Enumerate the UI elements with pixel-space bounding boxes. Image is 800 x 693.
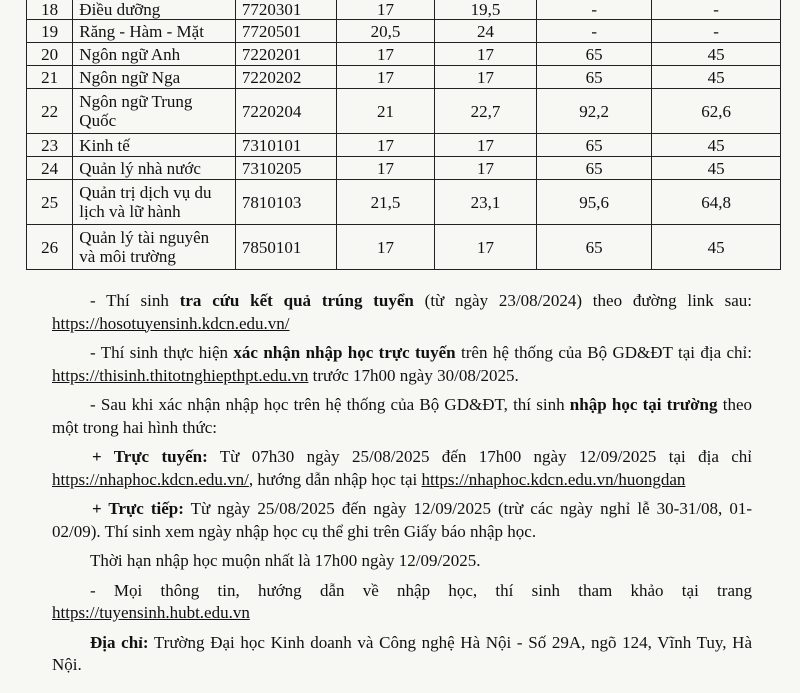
cell-stt: 26 xyxy=(27,225,73,270)
cell-stt: 18 xyxy=(27,0,73,20)
cell-score-1: 17 xyxy=(337,66,435,89)
table-row xyxy=(27,157,781,180)
cell-major-name: Ngôn ngữ Nga xyxy=(73,66,236,89)
note-in-person-enrollment xyxy=(52,498,752,543)
cell-score-4: 45 xyxy=(652,157,781,180)
cell-score-2: 17 xyxy=(434,134,536,157)
cell-major-name: Điều dưỡng xyxy=(73,0,236,20)
cell-major-code: 7850101 xyxy=(235,225,336,270)
cell-major-name: Ngôn ngữ Anh xyxy=(73,43,236,66)
admission-score-table xyxy=(26,0,781,270)
online-enrollment-link[interactable]: https://nhaphoc.kdcn.edu.vn/ xyxy=(52,469,249,489)
cell-score-1: 17 xyxy=(337,134,435,157)
note-text: - Thí sinh thực hiện xyxy=(90,343,234,362)
cell-major-code: 7220202 xyxy=(235,66,336,89)
cell-major-code: 7310101 xyxy=(235,134,336,157)
ministry-system-link[interactable]: https://thisinh.thitotnghiepthpt.edu.vn xyxy=(52,365,309,385)
note-text: , hướng dẫn nhập học tại xyxy=(248,469,422,489)
cell-major-code: 7220201 xyxy=(235,43,336,66)
cell-score-4: 45 xyxy=(652,43,781,66)
table-row xyxy=(27,180,781,225)
cell-score-2: 17 xyxy=(434,225,536,270)
table-row xyxy=(27,0,781,20)
cell-stt: 22 xyxy=(27,89,73,134)
cell-score-4: - xyxy=(652,0,781,20)
note-text: (từ ngày 23/08/2024) theo đường link sau: xyxy=(413,291,752,310)
cell-score-1: 17 xyxy=(337,43,435,66)
cell-score-3: 65 xyxy=(537,225,652,270)
enrollment-guide-link[interactable]: https://nhaphoc.kdcn.edu.vn/huongdan xyxy=(421,469,686,489)
note-text: - Thí sinh xyxy=(90,291,180,310)
cell-score-2: 22,7 xyxy=(434,89,536,134)
cell-score-2: 17 xyxy=(434,43,536,66)
cell-score-3: - xyxy=(537,20,652,43)
note-online-enrollment xyxy=(52,446,752,491)
cell-score-4: 62,6 xyxy=(652,89,781,134)
note-text: Từ 07h30 ngày 25/08/2025 đến 17h00 ngày 12/09/2025 tại địa chỉ xyxy=(207,447,752,466)
cell-major-code: 7720501 xyxy=(235,20,336,43)
cell-major-name: Quản trị dịch vụ du lịch và lữ hành xyxy=(73,180,236,225)
cell-score-2: 17 xyxy=(434,66,536,89)
note-address xyxy=(52,632,752,677)
note-more-info xyxy=(52,580,752,625)
note-enrollment-methods xyxy=(52,394,752,439)
cell-score-4: - xyxy=(652,20,781,43)
cell-major-name: Kinh tế xyxy=(73,134,236,157)
cell-score-2: 19,5 xyxy=(434,0,536,20)
table-row xyxy=(27,225,781,270)
cell-score-4: 45 xyxy=(652,66,781,89)
note-text: Trường Đại học Kinh doanh và Công nghệ Hà Nội - Số 29A, ngõ 124, Vĩnh Tuy, Hà Nội. xyxy=(52,632,753,674)
note-online-confirmation xyxy=(52,342,752,387)
cell-stt: 21 xyxy=(27,66,73,89)
cell-score-1: 17 xyxy=(337,0,435,20)
note-text: trên hệ thống của Bộ GD&ĐT tại địa chỉ: xyxy=(455,343,753,362)
cell-major-name: Quản lý nhà nước xyxy=(73,157,236,180)
cell-score-3: 65 xyxy=(537,43,652,66)
note-bold-text: + Trực tuyến: xyxy=(92,447,208,466)
cell-major-code: 7720301 xyxy=(235,0,336,20)
cell-major-name: Ngôn ngữ Trung Quốc xyxy=(73,89,236,134)
table-row xyxy=(27,43,781,66)
cell-major-name: Quản lý tài nguyên và môi trường xyxy=(73,225,236,270)
cell-stt: 19 xyxy=(27,20,73,43)
cell-score-1: 17 xyxy=(337,225,435,270)
cell-major-code: 7220204 xyxy=(235,89,336,134)
cell-stt: 24 xyxy=(27,157,73,180)
admissions-site-link[interactable]: https://tuyensinh.hubt.edu.vn xyxy=(52,603,250,622)
note-text: theo một trong hai hình thức: xyxy=(52,395,752,437)
cell-score-1: 20,5 xyxy=(337,20,435,43)
results-lookup-link[interactable]: https://hosotuyensinh.kdcn.edu.vn/ xyxy=(52,313,290,333)
cell-score-3: - xyxy=(537,0,652,20)
cell-score-4: 45 xyxy=(652,134,781,157)
note-text: - Sau khi xác nhận nhập học trên hệ thống của Bộ GD&ĐT, thí sinh xyxy=(90,395,570,414)
cell-stt: 25 xyxy=(27,180,73,225)
note-text: - Mọi thông tin, hướng dẫn về nhập học, thí sinh tham khảo tại trang xyxy=(90,580,752,600)
cell-score-1: 17 xyxy=(337,157,435,180)
note-text: trước 17h00 ngày 30/08/2025. xyxy=(308,365,519,385)
cell-score-4: 64,8 xyxy=(652,180,781,225)
cell-score-3: 65 xyxy=(537,157,652,180)
cell-score-3: 65 xyxy=(537,66,652,89)
cell-stt: 23 xyxy=(27,134,73,157)
cell-score-2: 23,1 xyxy=(434,180,536,225)
cell-major-code: 7310205 xyxy=(235,157,336,180)
note-bold-text: nhập học tại trường xyxy=(569,395,718,414)
cell-score-2: 17 xyxy=(434,157,536,180)
cell-score-2: 24 xyxy=(434,20,536,43)
cell-major-code: 7810103 xyxy=(235,180,336,225)
note-text: Từ ngày 25/08/2025 đến ngày 12/09/2025 (trừ các ngày nghỉ lễ 30-31/08, 01-02/09). Thí sinh xem ngày nhập học cụ thể ghi trên Giấy báo nhập học. xyxy=(52,499,752,541)
note-lookup-results xyxy=(52,290,752,335)
cell-score-3: 92,2 xyxy=(537,89,652,134)
note-bold-text: tra cứu kết quả trúng tuyển xyxy=(179,291,414,310)
cell-score-3: 65 xyxy=(537,134,652,157)
cell-score-1: 21,5 xyxy=(337,180,435,225)
table-row xyxy=(27,66,781,89)
admission-notes xyxy=(52,290,752,684)
note-bold-text: xác nhận nhập học trực tuyến xyxy=(233,343,456,362)
cell-major-name: Răng - Hàm - Mặt xyxy=(73,20,236,43)
cell-score-4: 45 xyxy=(652,225,781,270)
cell-stt: 20 xyxy=(27,43,73,66)
note-bold-text: Địa chỉ: xyxy=(90,632,149,652)
table-row xyxy=(27,20,781,43)
cell-score-1: 21 xyxy=(337,89,435,134)
table-row xyxy=(27,89,781,134)
cell-score-3: 95,6 xyxy=(537,180,652,225)
table-row xyxy=(27,134,781,157)
note-deadline: Thời hạn nhập học muộn nhất là 17h00 ngày 12/09/2025. xyxy=(90,551,481,570)
note-bold-text: + Trực tiếp: xyxy=(92,499,184,518)
